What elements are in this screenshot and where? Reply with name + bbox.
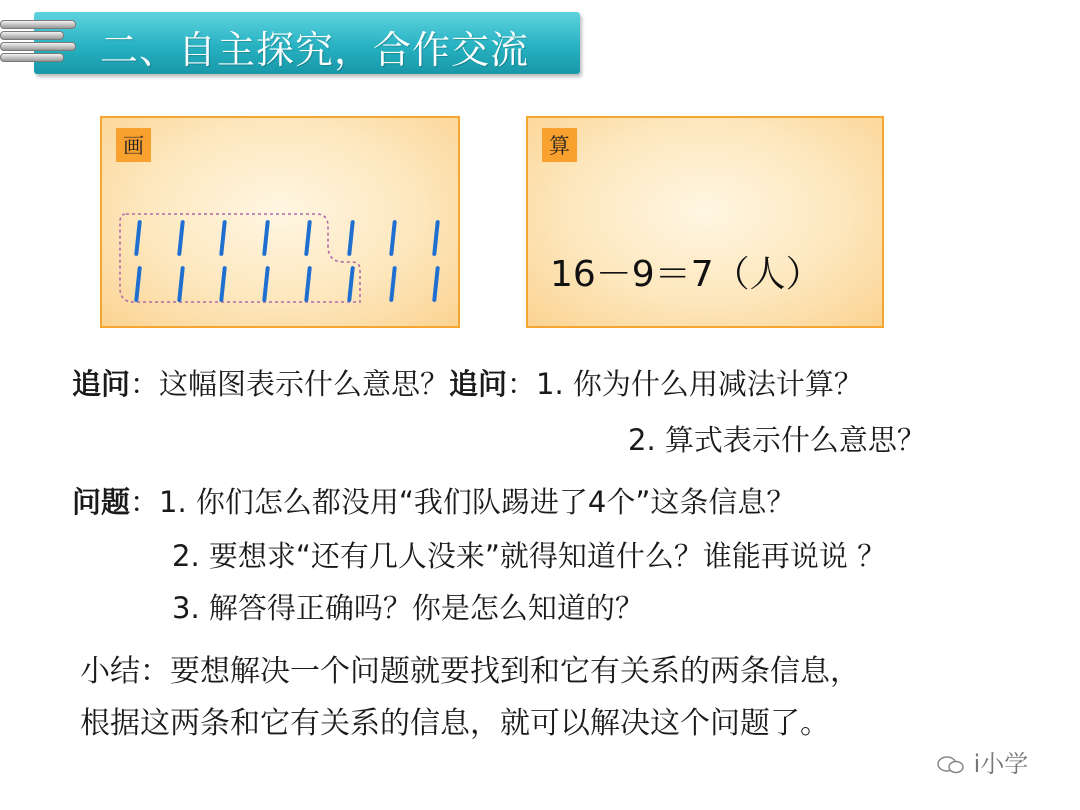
followup-label-1: 追问 <box>72 367 131 401</box>
summary-text-1: ：要想解决一个问题就要找到和它有关系的两条信息， <box>140 654 860 689</box>
calc-panel <box>526 116 884 328</box>
wechat-icon <box>936 755 966 775</box>
followup-question-1: ：这幅图表示什么意思？ <box>130 367 450 401</box>
draw-panel <box>100 116 460 328</box>
question-2: 2. 要想求“还有几人没来”就得知道什么？谁能再说说 ？ <box>172 539 887 573</box>
questions-line-1 <box>72 480 795 521</box>
watermark <box>936 744 1028 779</box>
summary-label: 小结 <box>80 654 140 689</box>
summary-text-2: 根据这两条和它有关系的信息，就可以解决这个问题了。 <box>80 706 830 741</box>
question-3: 3. 解答得正确吗？你是怎么知道的？ <box>172 591 644 625</box>
followup-line-1 <box>72 362 863 403</box>
draw-tag: 画 <box>116 128 151 162</box>
header-banner <box>34 12 580 74</box>
followup-question-2-2: 2. 算式表示什么意思？ <box>628 423 926 457</box>
watermark-text: i小学 <box>973 750 1029 778</box>
equation: 16－9＝7（人） <box>550 254 822 295</box>
calc-tag: 算 <box>542 128 577 162</box>
followup-label-2: 追问 <box>449 367 508 401</box>
summary-line-1 <box>80 646 860 690</box>
followup-question-2-1: ：1. 你为什么用减法计算？ <box>507 367 863 401</box>
questions-label: 问题 <box>72 485 131 519</box>
section-title: 二、自主探究，合作交流 <box>100 28 530 72</box>
question-1: ：1. 你们怎么都没用“我们队踢进了4个”这条信息？ <box>130 485 796 519</box>
